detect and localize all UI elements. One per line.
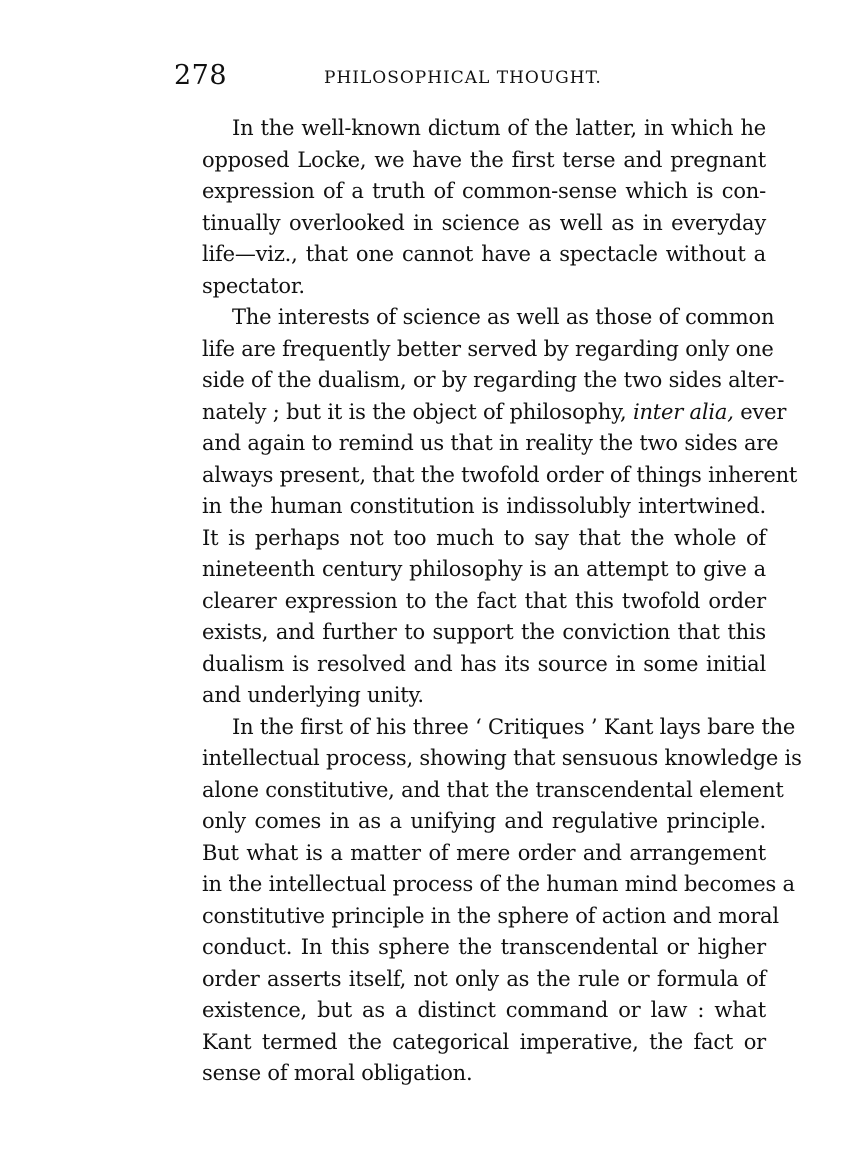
text-line: order asserts itself, not only as the rule or formula of: [202, 966, 766, 991]
text-line: exists, and further to support the conviction that this: [202, 620, 766, 644]
italic-phrase: inter alia,: [632, 399, 734, 424]
text-line: intellectual process, showing that sensuous knowledge is: [202, 746, 802, 770]
text-line: in the intellectual process of the human mind becomes a: [202, 872, 795, 896]
text-segment: nately ; but it is the object of philosophy,: [202, 399, 627, 424]
text-line: dualism is resolved and has its source in some initial: [202, 651, 766, 676]
text-line: sense of moral obligation.: [202, 1061, 473, 1085]
text-line: The interests of science as well as those of common: [232, 305, 775, 329]
text-line: But what is a matter of mere order and arrangement: [202, 840, 766, 865]
text-line: spectator.: [202, 273, 305, 298]
page-number: 278: [174, 60, 228, 91]
text-line: always present, that the twofold order of things inherent: [202, 462, 798, 487]
running-head: [174, 58, 774, 94]
text-line: expression of a truth of common-sense which is con-: [202, 179, 766, 203]
text-line: opposed Locke, we have the first terse and pregnant: [202, 147, 766, 172]
text-line: alone constitutive, and that the transcendental element: [202, 777, 784, 802]
text-line: and again to remind us that in reality the two sides are: [202, 431, 779, 455]
text-line: constitutive principle in the sphere of action and moral: [202, 903, 779, 928]
paragraph-3: [172, 712, 802, 1090]
text-line: In the well-known dictum of the latter, in which he: [232, 116, 766, 140]
text-line: side of the dualism, or by regarding the two sides alter-: [202, 368, 785, 392]
text-line: Kant termed the categorical imperative, the fact or: [202, 1029, 766, 1054]
running-title: PHILOSOPHICAL THOUGHT.: [324, 68, 602, 88]
text-line: in the human constitution is indissolubly intertwined.: [202, 494, 766, 518]
text-line: nineteenth century philosophy is an attempt to give a: [202, 557, 766, 581]
paragraph-2: [172, 302, 798, 712]
text-line: only comes in as a unifying and regulative principle.: [202, 809, 766, 833]
text-line: life—viz., that one cannot have a spectacle without a: [202, 242, 766, 266]
text-line: clearer expression to the fact that this twofold order: [202, 588, 766, 613]
text-line: existence, but as a distinct command or law : what: [202, 998, 766, 1022]
text-line: life are frequently better served by regarding only one: [202, 336, 774, 361]
text-segment: ever: [740, 399, 787, 424]
text-line-mixed: [172, 397, 787, 429]
text-line: It is perhaps not too much to say that the whole of: [202, 525, 766, 550]
text-line: conduct. In this sphere the transcendental or higher: [202, 935, 766, 959]
paragraph-1: [172, 113, 766, 302]
text-line: and underlying unity.: [202, 683, 424, 707]
text-line: In the first of his three ‘ Critiques ’ Kant lays bare the: [232, 714, 796, 739]
text-line: tinually overlooked in science as well as in everyday: [202, 210, 766, 235]
body-text: [172, 113, 802, 1090]
